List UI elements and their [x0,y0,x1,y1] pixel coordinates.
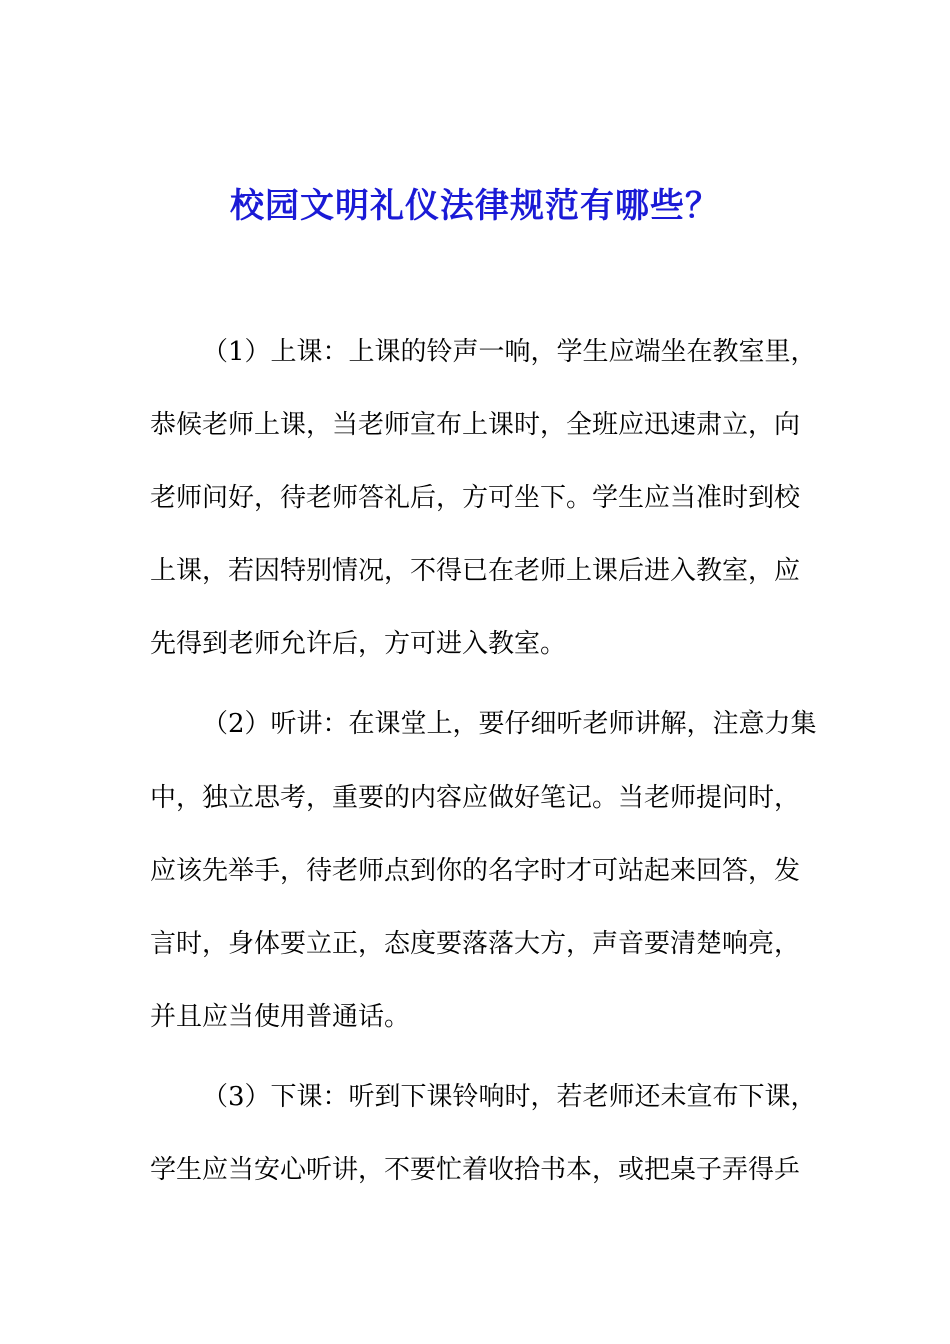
paragraph-2-line-4: 言时，身体要立正，态度要落落大方，声音要清楚响亮， [150,929,801,959]
paragraph-2-line-2: 中，独立思考，重要的内容应做好笔记。当老师提问时， [150,783,801,813]
paragraph-2-line-5: 并且应当使用普通话。 [150,1002,411,1032]
paragraph-2-line-3: 应该先举手，待老师点到你的名字时才可站起来回答，发 [150,856,801,886]
paragraph-1-line-2: 恭候老师上课，当老师宣布上课时，全班应迅速肃立，向 [150,410,801,440]
paragraph-1-line-4: 上课，若因特别情况，不得已在老师上课后进入教室，应 [150,556,801,586]
paragraph-1-line-1: （1）上课：上课的铃声一响，学生应端坐在教室里， [202,337,817,367]
paragraph-3-line-1: （3）下课：听到下课铃响时，若老师还未宣布下课， [202,1082,817,1112]
paragraph-3-line-2: 学生应当安心听讲，不要忙着收拾书本，或把桌子弄得乒 [150,1155,801,1185]
paragraph-1-line-3: 老师问好，待老师答礼后，方可坐下。学生应当准时到校 [150,483,801,513]
document-title: 校园文明礼仪法律规范有哪些？ [230,186,720,226]
paragraph-2-line-1: （2）听讲：在课堂上，要仔细听老师讲解，注意力集 [202,709,817,739]
paragraph-1-line-5: 先得到老师允许后，方可进入教室。 [150,629,567,659]
